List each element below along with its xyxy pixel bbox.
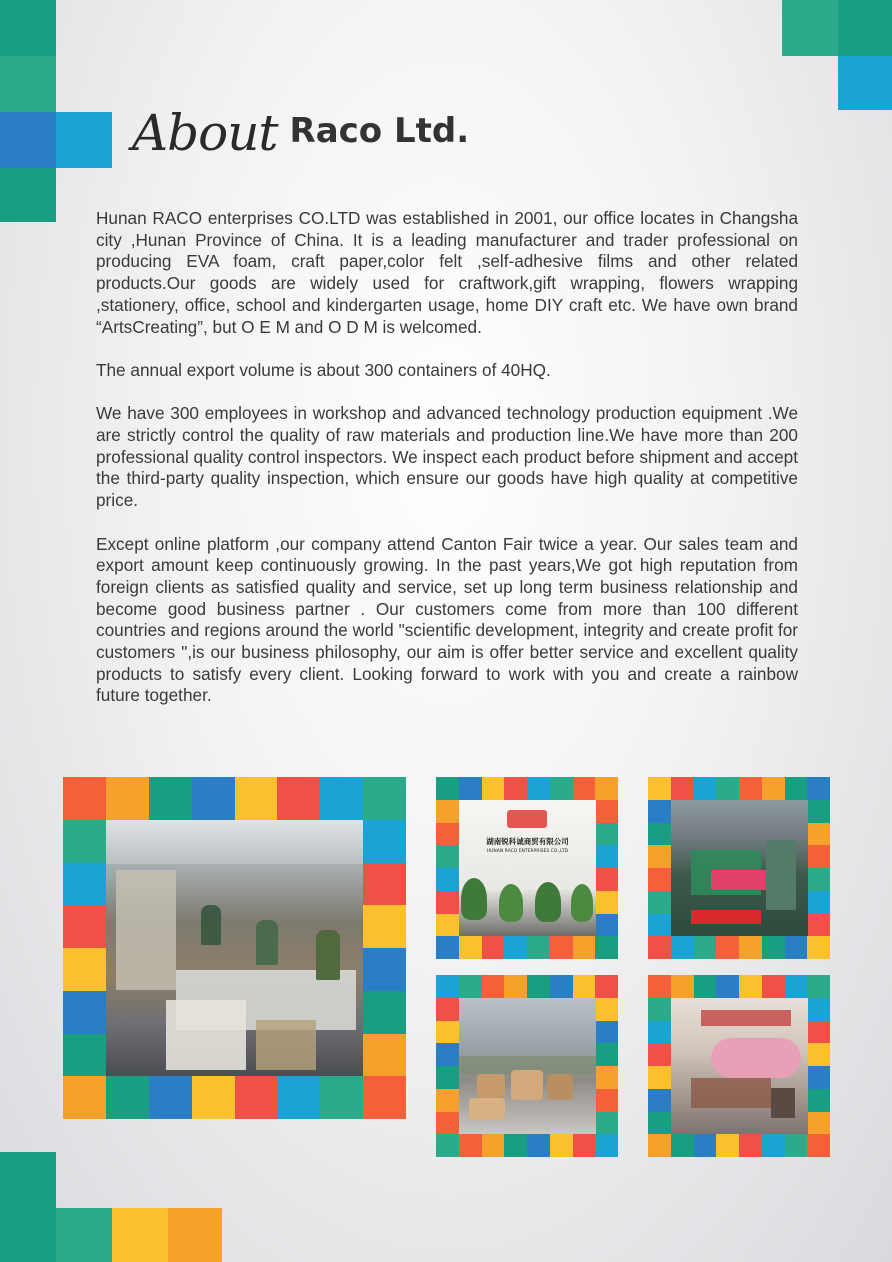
frame-tile: [436, 823, 459, 846]
paragraph-employees: We have 300 employees in workshop and advanced technology production equipment .We are strictly control the quality of raw materials and production line.We have more than 200 professional quality control inspectors. We inspect each product before shipment and accept the third-party quality inspection, which ensure our goods have high quality at competitive price.: [96, 403, 798, 511]
frame-tile: [807, 1021, 830, 1044]
frame-tile: [595, 914, 618, 937]
frame-tile: [694, 1134, 717, 1157]
frame-tile: [807, 800, 830, 823]
photo-frame-office: [436, 777, 618, 959]
frame-tile: [807, 1112, 830, 1135]
frame-tile: [595, 800, 618, 823]
frame-tile: [807, 1043, 830, 1066]
frame-tile: [459, 975, 482, 998]
title-company-name: Raco Ltd.: [289, 111, 470, 152]
frame-tile: [648, 1043, 671, 1066]
frame-tile: [436, 1066, 459, 1089]
frame-tile: [595, 936, 618, 959]
frame-tile: [106, 777, 149, 820]
frame-tile: [716, 975, 739, 998]
frame-tile: [363, 991, 406, 1034]
frame-tile: [573, 975, 596, 998]
frame-tile: [63, 1076, 106, 1119]
paragraph-intro: Hunan RACO enterprises CO.LTD was established in 2001, our office locates in Changsha city ,Hunan Province of China. It is a leading manufacturer and trader professional on producing EVA foam, craft paper,color felt ,self-adhesive films and other related products.Our goods are widely used for craftwork,gift wrapping, flowers wrapping ,stationery, office, school and kindergarten usage, home DIY craft etc. We have own brand “ArtsCreating”, but O E M and O D M is welcomed.: [96, 208, 798, 337]
frame-tile: [235, 777, 278, 820]
frame-tile: [482, 975, 505, 998]
frame-tile: [595, 868, 618, 891]
workshop-photo: [106, 820, 363, 1076]
frame-tile: [739, 777, 762, 800]
frame-tile: [595, 1089, 618, 1112]
frame-tile: [785, 777, 808, 800]
frame-tile: [648, 1089, 671, 1112]
frame-tile: [106, 1076, 149, 1119]
photo-frame-workshop: [63, 777, 406, 1119]
frame-tile: [63, 1034, 106, 1077]
frame-tile: [363, 863, 406, 906]
frame-tile: [550, 975, 573, 998]
frame-tile: [550, 777, 573, 800]
frame-tile: [436, 800, 459, 823]
frame-tile: [739, 1134, 762, 1157]
frame-tile: [63, 948, 106, 991]
frame-tile: [648, 1021, 671, 1044]
frame-tile: [436, 1112, 459, 1135]
frame-tile: [648, 823, 671, 846]
frame-tile: [671, 975, 694, 998]
frame-tile: [149, 777, 192, 820]
frame-tile: [482, 1134, 505, 1157]
frame-tile: [436, 868, 459, 891]
frame-tile: [63, 991, 106, 1034]
frame-tile: [550, 936, 573, 959]
frame-tile: [648, 1066, 671, 1089]
frame-tile: [320, 1076, 363, 1119]
frame-tile: [482, 777, 505, 800]
frame-tile: [436, 1021, 459, 1044]
frame-tile: [363, 777, 406, 820]
frame-tile: [716, 1134, 739, 1157]
frame-tile: [277, 1076, 320, 1119]
frame-tile: [648, 998, 671, 1021]
frame-tile: [785, 1134, 808, 1157]
frame-tile: [807, 1066, 830, 1089]
frame-tile: [595, 1112, 618, 1135]
frame-tile: [459, 1134, 482, 1157]
frame-tile: [63, 905, 106, 948]
frame-tile: [595, 891, 618, 914]
photo-frame-machine: [648, 777, 830, 959]
frame-tile: [595, 823, 618, 846]
frame-tile: [573, 936, 596, 959]
frame-tile: [436, 1043, 459, 1066]
frame-tile: [504, 1134, 527, 1157]
frame-tile: [595, 975, 618, 998]
frame-tile: [807, 868, 830, 891]
frame-tile: [320, 777, 363, 820]
frame-tile: [363, 1034, 406, 1077]
frame-tile: [277, 777, 320, 820]
frame-tile: [436, 936, 459, 959]
frame-tile: [807, 1134, 830, 1157]
machine-photo: [671, 800, 808, 936]
frame-tile: [807, 936, 830, 959]
frame-tile: [648, 1112, 671, 1135]
frame-tile: [807, 1089, 830, 1112]
frame-tile: [63, 863, 106, 906]
frame-tile: [648, 891, 671, 914]
frame-tile: [436, 998, 459, 1021]
frame-tile: [785, 936, 808, 959]
frame-tile: [363, 948, 406, 991]
page-title: [132, 78, 470, 162]
frame-tile: [363, 820, 406, 863]
frame-tile: [482, 936, 505, 959]
frame-tile: [63, 820, 106, 863]
frame-tile: [716, 936, 739, 959]
frame-tile: [459, 936, 482, 959]
frame-tile: [807, 823, 830, 846]
frame-tile: [504, 936, 527, 959]
office-sign-chinese: 湖南锐科诚商贸有限公司: [486, 837, 569, 846]
frame-tile: [550, 1134, 573, 1157]
frame-tile: [595, 1066, 618, 1089]
frame-tile: [192, 1076, 235, 1119]
photo-frame-warehouse: [436, 975, 618, 1157]
frame-tile: [504, 777, 527, 800]
frame-tile: [192, 777, 235, 820]
warehouse-photo: [459, 998, 596, 1134]
paragraph-export-volume: The annual export volume is about 300 containers of 40HQ.: [96, 359, 551, 380]
frame-tile: [648, 845, 671, 868]
frame-tile: [762, 1134, 785, 1157]
photo-frame-paper-machine: [648, 975, 830, 1157]
frame-tile: [436, 1089, 459, 1112]
frame-tile: [671, 777, 694, 800]
frame-tile: [235, 1076, 278, 1119]
frame-tile: [807, 845, 830, 868]
frame-tile: [807, 777, 830, 800]
frame-tile: [595, 1134, 618, 1157]
title-script-word: About: [132, 104, 278, 162]
frame-tile: [527, 1134, 550, 1157]
frame-tile: [648, 914, 671, 937]
frame-tile: [363, 905, 406, 948]
frame-tile: [785, 975, 808, 998]
frame-tile: [694, 936, 717, 959]
frame-tile: [527, 936, 550, 959]
frame-tile: [671, 1134, 694, 1157]
frame-tile: [595, 845, 618, 868]
frame-tile: [436, 891, 459, 914]
frame-tile: [595, 777, 618, 800]
frame-tile: [716, 777, 739, 800]
frame-tile: [595, 998, 618, 1021]
frame-tile: [671, 936, 694, 959]
frame-tile: [573, 777, 596, 800]
frame-tile: [527, 975, 550, 998]
frame-tile: [436, 914, 459, 937]
paragraph-canton-fair: Except online platform ,our company attend Canton Fair twice a year. Our sales team and export amount keep continuously growing. In the past years,We got high reputation from foreign clients as satisfied quality and service, set up long term business relationship and become good business partner . Our customers come from more than 100 different countries and regions around the world "scientific development, integrity and create profit for customers ",is our business philosophy, our aim is offer better service and excellent quality products to satisfy every client. Looking forward to work with you and create a rainbow future together.: [96, 533, 798, 706]
frame-tile: [807, 998, 830, 1021]
paper-machine-photo: [671, 998, 808, 1134]
frame-tile: [595, 1021, 618, 1044]
frame-tile: [648, 936, 671, 959]
about-text: [96, 208, 798, 729]
frame-tile: [739, 936, 762, 959]
frame-tile: [807, 914, 830, 937]
frame-tile: [739, 975, 762, 998]
frame-tile: [459, 777, 482, 800]
frame-tile: [63, 777, 106, 820]
frame-tile: [694, 777, 717, 800]
frame-tile: [762, 777, 785, 800]
frame-tile: [648, 868, 671, 891]
frame-tile: [436, 845, 459, 868]
frame-tile: [436, 975, 459, 998]
frame-tile: [694, 975, 717, 998]
frame-tile: [149, 1076, 192, 1119]
frame-tile: [436, 1134, 459, 1157]
frame-tile: [762, 975, 785, 998]
frame-tile: [648, 975, 671, 998]
frame-tile: [573, 1134, 596, 1157]
frame-tile: [595, 1043, 618, 1066]
frame-tile: [504, 975, 527, 998]
office-sign-english: HUNAN RACO ENTERPRISES CO.,LTD: [486, 849, 569, 854]
frame-tile: [762, 936, 785, 959]
frame-tile: [648, 1134, 671, 1157]
frame-tile: [807, 975, 830, 998]
frame-tile: [807, 891, 830, 914]
frame-tile: [527, 777, 550, 800]
frame-tile: [648, 777, 671, 800]
frame-tile: [648, 800, 671, 823]
frame-tile: [363, 1076, 406, 1119]
frame-tile: [436, 777, 459, 800]
office-photo: [459, 800, 596, 936]
